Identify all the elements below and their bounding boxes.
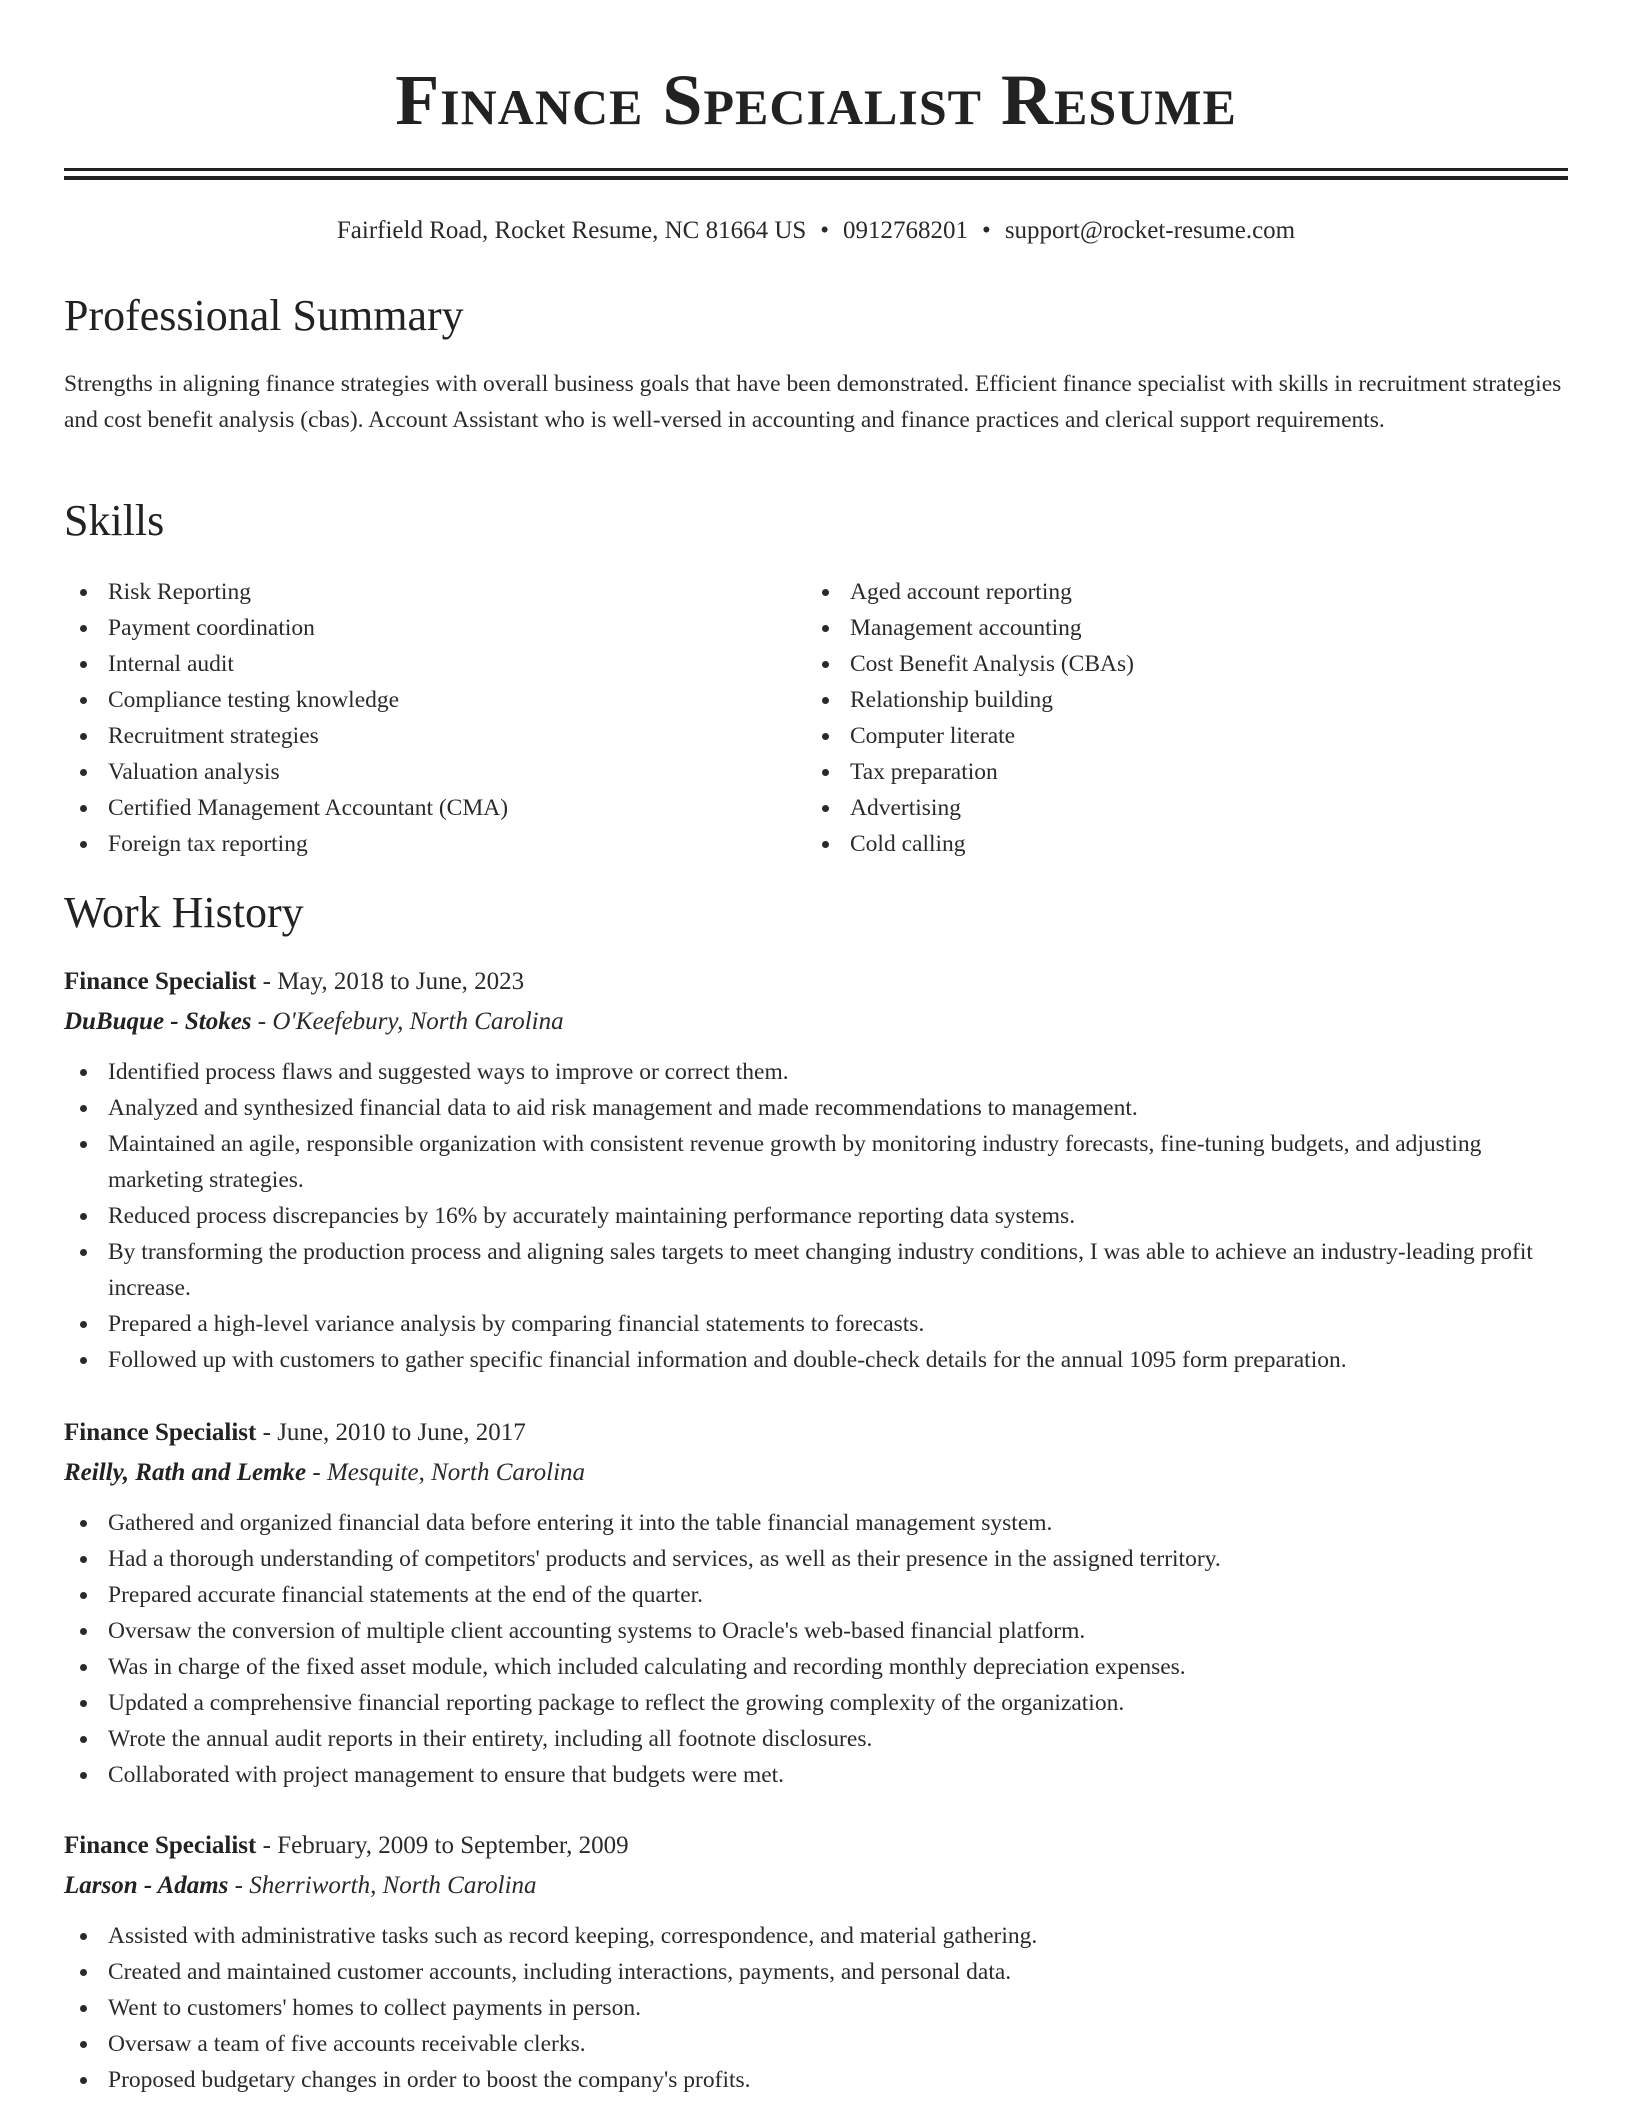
job-title: Finance Specialist <box>64 1832 257 1859</box>
job-dates: February, 2009 to September, 2009 <box>277 1832 629 1859</box>
job-company: DuBuque - Stokes <box>64 1008 252 1035</box>
job-dates: June, 2010 to June, 2017 <box>277 1419 526 1446</box>
contact-address: Fairfield Road, Rocket Resume, NC 81664 US <box>336 217 807 244</box>
skill-item: Tax preparation <box>806 754 1566 790</box>
job-bullet: By transforming the production process and aligning sales targets to meet changing industry conditions, I was able to achieve an industry-leading profit increase. <box>64 1234 1576 1306</box>
job-company: Reilly, Rath and Lemke <box>64 1459 307 1486</box>
contact-phone: 0912768201 <box>843 217 969 244</box>
skill-item: Management accounting <box>806 610 1566 646</box>
job-bullet: Wrote the annual audit reports in their entirety, including all footnote disclosures. <box>64 1721 1576 1757</box>
skill-item: Recruitment strategies <box>64 718 784 754</box>
summary-heading: Professional Summary <box>64 291 464 340</box>
work-history-heading: Work History <box>64 888 304 937</box>
job-bullet: Identified process flaws and suggested ways to improve or correct them. <box>64 1054 1576 1090</box>
job-entry <box>64 1413 1576 1793</box>
job-bullet: Collaborated with project management to ensure that budgets were met. <box>64 1757 1576 1793</box>
job-bullet: Assisted with administrative tasks such as record keeping, correspondence, and material gathering. <box>64 1918 1576 1954</box>
skill-item: Cold calling <box>806 826 1566 862</box>
job-entry <box>64 1826 1576 2098</box>
skill-item: Aged account reporting <box>806 574 1566 610</box>
skill-item: Internal audit <box>64 646 784 682</box>
skills-list-right <box>806 574 1566 862</box>
skill-item: Compliance testing knowledge <box>64 682 784 718</box>
skill-item: Payment coordination <box>64 610 784 646</box>
job-bullet: Maintained an agile, responsible organization with consistent revenue growth by monitoring industry forecasts, fine-tuning budgets, and adjusting marketing strategies. <box>64 1126 1576 1198</box>
skill-item: Cost Benefit Analysis (CBAs) <box>806 646 1566 682</box>
job-dates: May, 2018 to June, 2023 <box>277 968 525 995</box>
skill-item: Risk Reporting <box>64 574 784 610</box>
job-company-line: Larson - Adams - Sherriworth, North Carolina <box>64 1872 537 1899</box>
job-bullet: Went to customers' homes to collect payments in person. <box>64 1990 1576 2026</box>
job-title: Finance Specialist <box>64 968 257 995</box>
job-bullets <box>64 1054 1576 1378</box>
contact-separator: • <box>820 217 830 244</box>
job-bullet: Created and maintained customer accounts, including interactions, payments, and personal data. <box>64 1954 1576 1990</box>
skill-item: Foreign tax reporting <box>64 826 784 862</box>
skill-item: Computer literate <box>806 718 1566 754</box>
contact-separator: • <box>982 217 991 244</box>
job-bullets <box>64 1918 1576 2098</box>
job-bullet: Proposed budgetary changes in order to boost the company's profits. <box>64 2062 1576 2098</box>
job-bullet: Had a thorough understanding of competitors' products and services, as well as their presence in the assigned territory. <box>64 1541 1576 1577</box>
job-title-line: Finance Specialist - June, 2010 to June, 2017 <box>64 1419 526 1446</box>
job-bullet: Gathered and organized financial data before entering it into the table financial management system. <box>64 1505 1576 1541</box>
contact-email: support@rocket-resume.com <box>1004 217 1296 244</box>
job-company-line: DuBuque - Stokes - O'Keefebury, North Carolina <box>64 1008 564 1035</box>
title-rule-top <box>64 168 1568 171</box>
resume-title: Finance Specialist Resume <box>395 60 1237 140</box>
job-bullet: Followed up with customers to gather specific financial information and double-check details for the annual 1095 form preparation. <box>64 1342 1576 1378</box>
job-title: Finance Specialist <box>64 1419 257 1446</box>
skill-item: Relationship building <box>806 682 1566 718</box>
summary-text: Strengths in aligning finance strategies with overall business goals that have been demonstrated. Efficient finance specialist with skills in recruitment strategies and cost benefit analysis (cbas). Account Assistant who is well-versed in accounting and finance practices and clerical support requirements. <box>64 371 1562 433</box>
job-bullet: Prepared accurate financial statements at the end of the quarter. <box>64 1577 1576 1613</box>
title-rule-bottom <box>64 176 1568 180</box>
job-company: Larson - Adams <box>64 1872 229 1899</box>
job-bullet: Prepared a high-level variance analysis by comparing financial statements to forecasts. <box>64 1306 1576 1342</box>
job-location: Sherriworth, North Carolina <box>249 1872 537 1899</box>
contact-line <box>0 213 1632 249</box>
skills-heading: Skills <box>64 496 165 545</box>
job-bullet: Reduced process discrepancies by 16% by accurately maintaining performance reporting data systems. <box>64 1198 1576 1234</box>
skill-item: Advertising <box>806 790 1566 826</box>
job-entry <box>64 962 1576 1378</box>
job-bullets <box>64 1505 1576 1793</box>
skills-list-left <box>64 574 784 862</box>
job-company-line: Reilly, Rath and Lemke - Mesquite, North Carolina <box>64 1459 586 1486</box>
job-bullet: Oversaw the conversion of multiple client accounting systems to Oracle's web-based financial platform. <box>64 1613 1576 1649</box>
job-bullet: Oversaw a team of five accounts receivable clerks. <box>64 2026 1576 2062</box>
job-title-line: Finance Specialist - May, 2018 to June, 2023 <box>64 968 525 995</box>
job-bullet: Analyzed and synthesized financial data to aid risk management and made recommendations to management. <box>64 1090 1576 1126</box>
job-location: O'Keefebury, North Carolina <box>272 1008 564 1035</box>
skill-item: Certified Management Accountant (CMA) <box>64 790 784 826</box>
job-title-line: Finance Specialist - February, 2009 to September, 2009 <box>64 1832 629 1859</box>
job-bullet: Updated a comprehensive financial reporting package to reflect the growing complexity of the organization. <box>64 1685 1576 1721</box>
skill-item: Valuation analysis <box>64 754 784 790</box>
job-location: Mesquite, North Carolina <box>326 1459 586 1486</box>
job-bullet: Was in charge of the fixed asset module, which included calculating and recording monthly depreciation expenses. <box>64 1649 1576 1685</box>
